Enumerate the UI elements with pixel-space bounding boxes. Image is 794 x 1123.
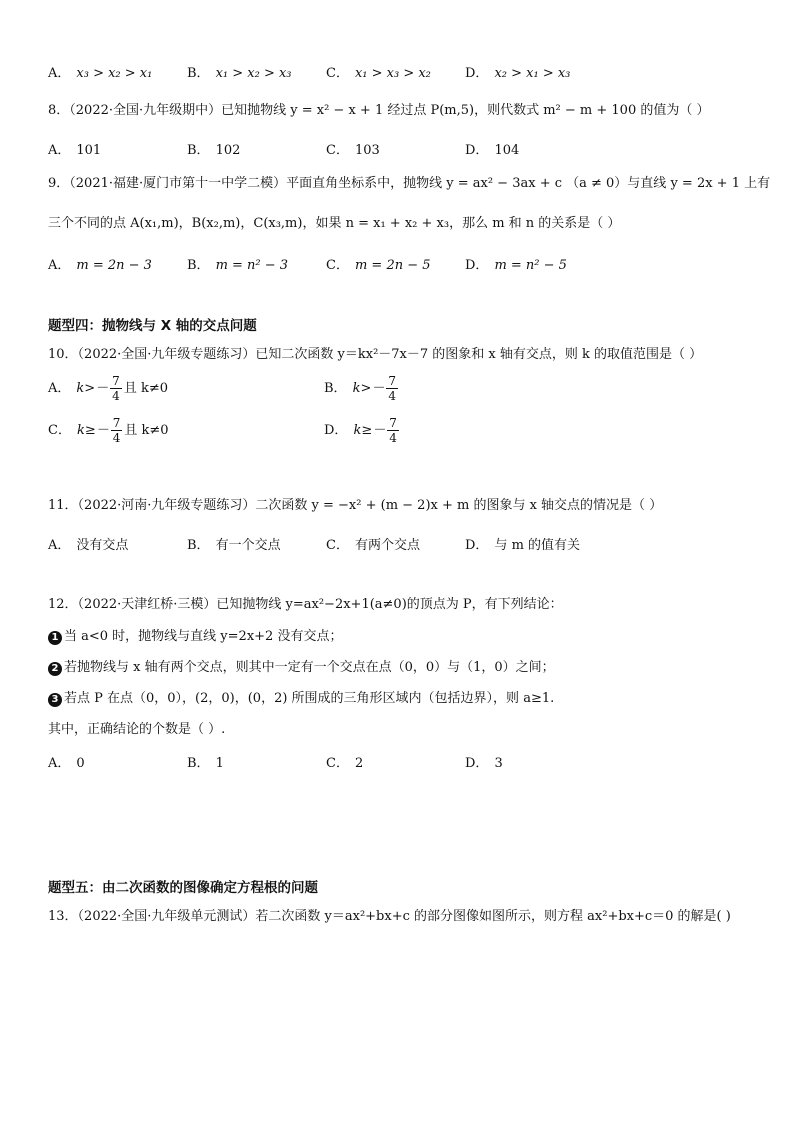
option-text: 有两个交点 [354, 538, 420, 553]
option-text: k>－ [352, 381, 385, 396]
option-d[interactable] [465, 139, 519, 158]
option-d[interactable] [465, 254, 567, 273]
fraction-numerator: 7 [112, 374, 120, 388]
circled-number-2: 2 [48, 662, 62, 676]
item-text: 若点 P 在点（0，0），(2，0)，(0，2) 所围成的三角形区域内（包括边界），则 a≥1. [64, 691, 555, 706]
option-a[interactable] [48, 139, 101, 158]
option-b[interactable] [187, 534, 281, 553]
option-letter: A． [48, 538, 71, 553]
q12-question: 其中，正确结论的个数是（ ）. [48, 722, 226, 737]
q12-item-3 [48, 690, 554, 708]
option-c[interactable] [326, 752, 363, 771]
option-c[interactable] [326, 534, 420, 553]
option-letter: D． [465, 66, 489, 81]
option-d[interactable] [324, 416, 401, 445]
option-c[interactable] [48, 416, 169, 445]
option-d[interactable] [465, 752, 503, 771]
option-letter: B． [187, 756, 210, 771]
option-text: 102 [215, 143, 241, 158]
option-letter: D． [324, 423, 348, 438]
option-text: x₁ > x₃ > x₂ [354, 66, 431, 81]
fraction-denominator: 4 [389, 431, 397, 445]
q8-options [48, 139, 748, 161]
option-text: k>－ [76, 381, 109, 396]
q9-stem-line1: 9．（2021·福建·厦门市第十一中学二模）平面直角坐标系中，抛物线 y = ax² − 3ax + c （a ≠ 0）与直线 y = 2x + 1 上有 [48, 176, 771, 191]
option-text: m = n² − 5 [494, 258, 567, 273]
option-text: x₁ > x₂ > x₃ [215, 66, 292, 81]
option-text: 有一个交点 [215, 538, 281, 553]
option-text: m = n² − 3 [215, 258, 289, 273]
section-title-5: 题型五：由二次函数的图像确定方程根的问题 [48, 880, 318, 896]
option-text: 101 [76, 143, 102, 158]
option-letter: B． [187, 258, 210, 273]
option-b[interactable] [187, 254, 288, 273]
fraction [386, 374, 398, 403]
option-letter: A． [48, 381, 71, 396]
option-letter: C． [326, 756, 349, 771]
section-title-4: 题型四：抛物线与 X 轴的交点问题 [48, 318, 257, 334]
fraction [110, 374, 122, 403]
option-letter: B． [187, 538, 210, 553]
option-letter: A． [48, 143, 71, 158]
option-letter: D． [465, 143, 489, 158]
q9-options [48, 254, 748, 276]
option-letter: C． [326, 538, 349, 553]
option-text: 3 [494, 756, 503, 771]
option-text: 104 [494, 143, 520, 158]
q11-options [48, 534, 748, 556]
option-text-suffix: 且 k≠0 [123, 381, 168, 396]
fraction-numerator: 7 [389, 416, 397, 430]
q12-options [48, 752, 748, 774]
fraction-denominator: 4 [112, 389, 120, 403]
q10-stem: 10．（2022·全国·九年级专题练习）已知二次函数 y＝kx²－7x－7 的图象和 x 轴有交点，则 k 的取值范围是（ ） [48, 347, 703, 362]
q10-options-row2 [48, 416, 748, 456]
option-b[interactable] [187, 139, 240, 158]
option-letter: D． [465, 756, 489, 771]
option-letter: D． [465, 538, 489, 553]
option-letter: C． [326, 258, 349, 273]
option-a[interactable] [48, 752, 85, 771]
option-text: 0 [76, 756, 85, 771]
q7-options [48, 62, 748, 84]
option-text: x₃ > x₂ > x₁ [76, 66, 153, 81]
option-a[interactable] [48, 62, 152, 81]
option-a[interactable] [48, 254, 152, 273]
option-a[interactable] [48, 374, 168, 403]
option-a[interactable] [48, 534, 128, 553]
option-text: 没有交点 [76, 538, 129, 553]
option-letter: C． [326, 143, 349, 158]
q8-stem: 8．（2022·全国·九年级期中）已知抛物线 y = x² − x + 1 经过点 P(m,5)，则代数式 m² − m + 100 的值为（ ） [48, 103, 710, 118]
option-letter: B． [187, 66, 210, 81]
option-text: 与 m 的值有关 [494, 538, 581, 553]
fraction-denominator: 4 [112, 431, 121, 445]
option-text: m = 2n − 5 [354, 258, 431, 273]
option-letter: A． [48, 66, 71, 81]
option-letter: B． [187, 143, 210, 158]
q12-stem: 12．（2022·天津红桥·三模）已知抛物线 y=ax²−2x+1(a≠0)的顶点为 P，有下列结论： [48, 597, 563, 612]
fraction [111, 416, 123, 445]
option-c[interactable] [326, 139, 380, 158]
option-text: k≥－ [353, 423, 386, 438]
fraction [387, 416, 399, 445]
option-c[interactable] [326, 254, 431, 273]
option-letter: C． [326, 66, 349, 81]
fraction-numerator: 7 [388, 374, 396, 388]
option-text: k≥－ [76, 423, 109, 438]
option-text: m = 2n − 3 [76, 258, 152, 273]
option-d[interactable] [465, 534, 580, 553]
option-text-suffix: 且 k≠0 [124, 423, 169, 438]
option-letter: C． [48, 423, 71, 438]
option-text: 1 [215, 756, 224, 771]
item-text: 当 a<0 时，抛物线与直线 y=2x+2 没有交点； [64, 629, 343, 644]
option-b[interactable] [324, 374, 400, 403]
option-c[interactable] [326, 62, 431, 81]
option-text: 2 [354, 756, 364, 771]
option-text: x₂ > x₁ > x₃ [494, 66, 571, 81]
circled-number-3: 3 [48, 693, 62, 707]
circled-number-1: 1 [48, 631, 62, 645]
fraction-denominator: 4 [388, 389, 396, 403]
option-text: 103 [354, 143, 380, 158]
option-letter: D． [465, 258, 489, 273]
option-letter: B． [324, 381, 347, 396]
option-letter: A． [48, 756, 71, 771]
option-b[interactable] [187, 752, 224, 771]
option-b[interactable] [187, 62, 292, 81]
q11-stem: 11．（2022·河南·九年级专题练习）二次函数 y = −x² + (m − 2)x + m 的图象与 x 轴交点的情况是（ ） [48, 498, 663, 513]
option-d[interactable] [465, 62, 570, 81]
q12-item-1 [48, 628, 342, 646]
q9-stem-line2: 三个不同的点 A(x₁,m)，B(x₂,m)，C(x₃,m)，如果 n = x₁ + x₂ + x₃，那么 m 和 n 的关系是（ ） [48, 216, 621, 231]
q10-options-row1 [48, 374, 748, 414]
q13-stem: 13．（2022·全国·九年级单元测试）若二次函数 y＝ax²+bx+c 的部分图像如图所示，则方程 ax²+bx+c＝0 的解是( ) [48, 909, 731, 924]
item-text: 若抛物线与 x 轴有两个交点，则其中一定有一个交点在点（0，0）与（1，0）之间； [64, 660, 555, 675]
option-letter: A． [48, 258, 71, 273]
fraction-numerator: 7 [112, 416, 121, 430]
q12-item-2 [48, 659, 555, 677]
